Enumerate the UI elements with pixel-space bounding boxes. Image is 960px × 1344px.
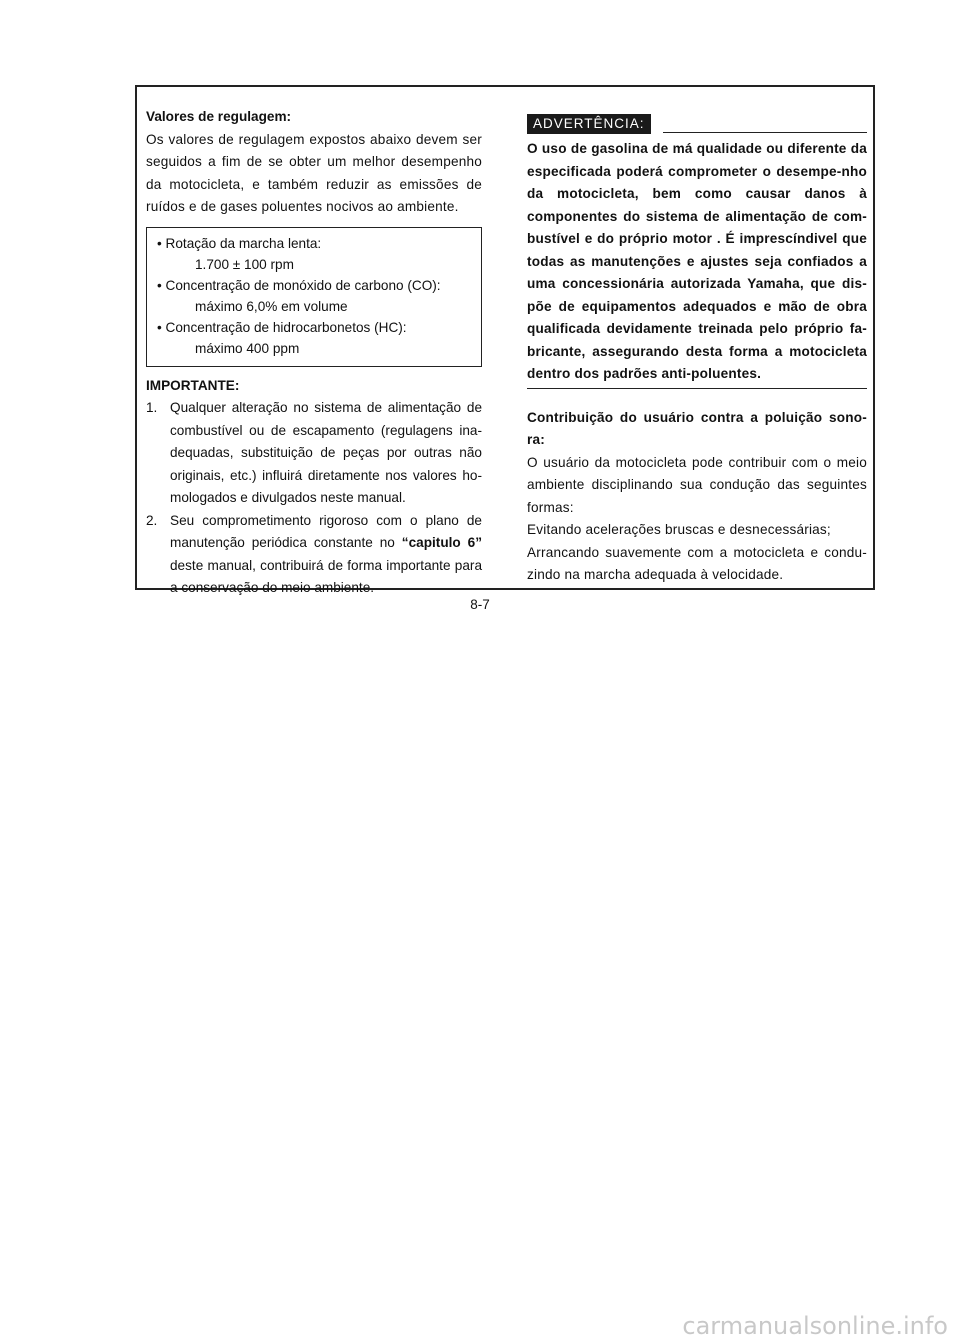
warning-label: ADVERTÊNCIA: (527, 114, 651, 134)
spec-label-idle: • Rotação da marcha lenta: (157, 235, 322, 251)
warning-header (527, 112, 867, 136)
list-item-text: Qualquer alteração no sistema de alimentação de combustível ou de escapamento (regulagens ina-dequadas, substituição de peças por outras não originais, etc.) influirá diretamente nos valores ho-mologados e divulgados neste manual. (170, 400, 482, 505)
list-item-text-after: deste manual, contribuirá de forma importante para a conservação do meio ambiente. (170, 557, 482, 595)
noise-line: Arrancando suavemente com a motocicleta e condu-zindo na marcha adequada à velocidade. (527, 544, 867, 582)
list-item-number: 2. (146, 512, 158, 528)
section-title: Valores de regulagem: (146, 109, 292, 124)
noise-line: Evitando acelerações bruscas e desnecessárias; (527, 522, 831, 537)
chapter-reference: “capitulo 6” (401, 535, 482, 550)
left-column (146, 106, 482, 600)
page-number: 8-7 (470, 597, 490, 612)
right-column (527, 112, 867, 587)
spec-value-co: máximo 6,0% em volume (195, 298, 348, 314)
spec-label-hc: • Concentração de hidrocarbonetos (HC): (157, 319, 407, 335)
list-item-text-before: Seu comprometimento rigoroso com o plano de manutenção periódica constante no (170, 512, 482, 550)
spec-value-hc: máximo 400 ppm (195, 340, 300, 356)
noise-title: Contribuição do usuário contra a poluição sono-ra: (527, 409, 867, 447)
noise-paragraph: O usuário da motocicleta pode contribuir com o meio ambiente disciplinando sua condução das seguintes formas: (527, 454, 867, 515)
warning-text: O uso de gasolina de má qualidade ou diferente da especificada poderá comprometer o desempe-nho da motocicleta, bem como causar danos à componentes do sistema de alimentação de com-bustível e do próprio motor . É imprescíndivel que todas as manutenções e ajustes seja confiados a uma concessionária autorizada Yamaha, que dis-põe de equipamentos adequados e mão de obra qualificada devidamente treinada pelo próprio fa-bricante, assegurando desta forma a motocicleta dentro dos padrões anti-poluentes. (527, 138, 867, 389)
warning-rule (663, 132, 867, 133)
intro-paragraph: Os valores de regulagem expostos abaixo devem ser seguidos a fim de se obter um melhor desempenho da motocicleta, e também reduzir as emissões de ruídos e de gases poluentes nocivos ao ambiente. (146, 131, 482, 214)
watermark: carmanualsonline.info (682, 1312, 948, 1340)
list-item (146, 397, 482, 510)
list-item (146, 510, 482, 600)
important-title: IMPORTANTE: (146, 377, 240, 393)
list-item-text (170, 510, 482, 600)
list-item-number: 1. (146, 400, 158, 415)
spec-box (146, 227, 482, 367)
spec-value-idle: 1.700 ± 100 rpm (195, 256, 294, 272)
spec-label-co: • Concentração de monóxido de carbono (CO): (157, 277, 441, 293)
